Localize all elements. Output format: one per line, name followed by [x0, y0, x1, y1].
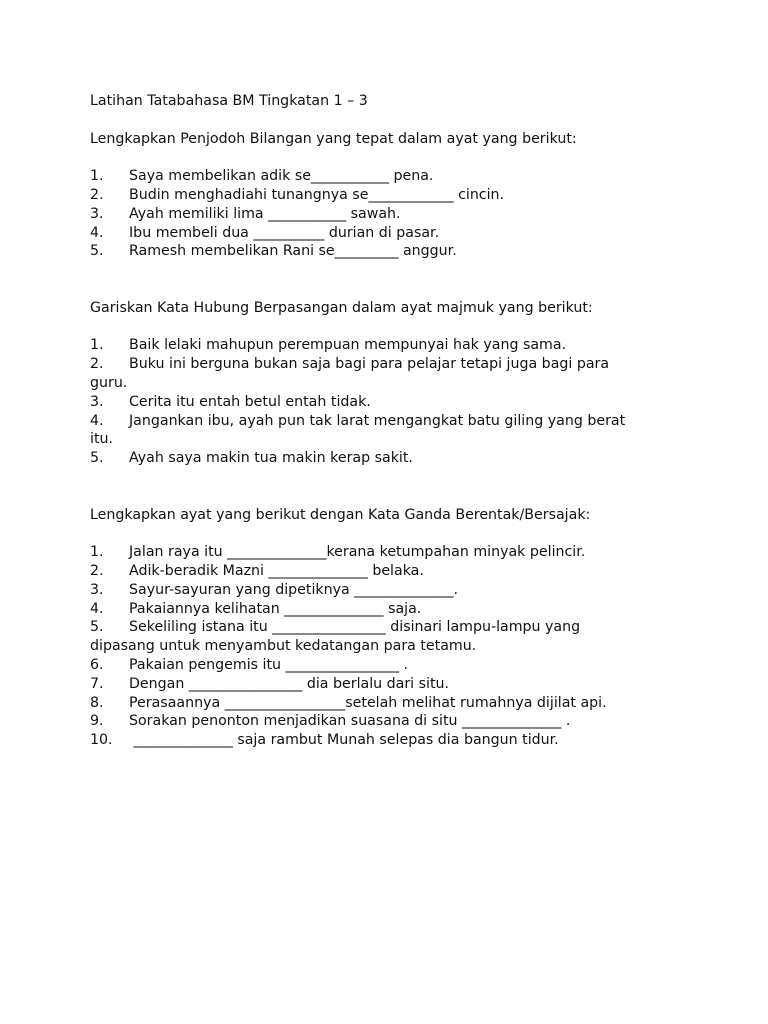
item-text: ______________ saja rambut Munah selepas dia bangun tidur. — [129, 732, 559, 749]
item-text: Sayur-sayuran yang dipetiknya ______________. — [129, 581, 459, 598]
item-number: 2. — [90, 562, 104, 579]
item-text: Ramesh membelikan Rani se_________ anggur. — [129, 243, 457, 260]
list-item — [90, 562, 680, 581]
item-number: 4. — [90, 600, 104, 617]
item-text: Budin menghadiahi tunangnya se____________ cincin. — [129, 186, 505, 203]
list-item — [90, 355, 680, 374]
section1-instruction: Lengkapkan Penjodoh Bilangan yang tepat dalam ayat yang berikut: — [90, 130, 577, 147]
item-text: Cerita itu entah betul entah tidak. — [129, 393, 371, 410]
list-item — [90, 581, 680, 600]
item-number: 2. — [90, 356, 104, 373]
item-number: 5. — [90, 450, 104, 467]
item-number: 7. — [90, 675, 104, 692]
item-text: Ayah saya makin tua makin kerap sakit. — [129, 450, 413, 467]
item-number: 1. — [90, 544, 104, 561]
item-number: 10. — [90, 732, 113, 749]
list-item — [90, 393, 680, 412]
list-item — [90, 167, 680, 186]
item-continuation: dipasang untuk menyambut kedatangan para tetamu. — [90, 638, 477, 655]
item-text: Baik lelaki mahupun perempuan mempunyai hak yang sama. — [129, 337, 567, 354]
item-text: Buku ini berguna bukan saja bagi para pelajar tetapi juga bagi para — [129, 356, 610, 373]
item-text: Ibu membeli dua __________ durian di pasar. — [129, 224, 440, 241]
item-number: 5. — [90, 619, 104, 636]
item-continuation: itu. — [90, 431, 114, 448]
list-item — [90, 449, 680, 468]
item-number: 5. — [90, 243, 104, 260]
item-number: 4. — [90, 412, 104, 429]
item-number: 6. — [90, 656, 104, 673]
list-item — [90, 656, 680, 675]
worksheet — [90, 92, 680, 750]
list-item — [90, 731, 680, 750]
list-item — [90, 712, 680, 731]
list-item — [90, 618, 680, 637]
list-item — [90, 224, 680, 243]
list-item — [90, 600, 680, 619]
worksheet-title: Latihan Tatabahasa BM Tingkatan 1 – 3 — [90, 93, 368, 109]
item-text: Dengan ________________ dia berlalu dari situ. — [129, 675, 450, 692]
list-item — [90, 242, 680, 261]
item-number: 1. — [90, 168, 104, 185]
item-text: Perasaannya _________________setelah melihat rumahnya dijilat api. — [129, 694, 607, 711]
item-number: 3. — [90, 393, 104, 410]
list-item — [90, 412, 680, 431]
item-text: Pakaian pengemis itu ________________ . — [129, 656, 409, 673]
section2-instruction: Gariskan Kata Hubung Berpasangan dalam ayat majmuk yang berikut: — [90, 299, 593, 316]
item-text: Saya membelikan adik se___________ pena. — [129, 168, 434, 185]
list-item — [90, 543, 680, 562]
section1-list — [90, 167, 680, 261]
item-number: 3. — [90, 205, 104, 222]
item-number: 1. — [90, 337, 104, 354]
item-continuation: guru. — [90, 374, 128, 391]
item-text: Adik-beradik Mazni ______________ belaka. — [129, 562, 424, 579]
section3-list — [90, 543, 680, 750]
item-number: 8. — [90, 694, 104, 711]
item-text: Ayah memiliki lima ___________ sawah. — [129, 205, 401, 222]
item-number: 2. — [90, 186, 104, 203]
section3-instruction: Lengkapkan ayat yang berikut dengan Kata Ganda Berentak/Bersajak: — [90, 506, 591, 523]
item-number: 3. — [90, 581, 104, 598]
list-item — [90, 205, 680, 224]
list-item — [90, 694, 680, 713]
list-item — [90, 336, 680, 355]
section2-list — [90, 336, 680, 468]
item-text: Sekeliling istana itu ________________ disinari lampu-lampu yang — [129, 619, 581, 636]
item-text: Jalan raya itu ______________kerana ketumpahan minyak pelincir. — [129, 544, 586, 561]
list-item — [90, 186, 680, 205]
item-number: 9. — [90, 713, 104, 730]
list-item — [90, 675, 680, 694]
item-text: Pakaiannya kelihatan ______________ saja. — [129, 600, 422, 617]
item-text: Jangankan ibu, ayah pun tak larat mengangkat batu giling yang berat — [129, 412, 626, 429]
item-text: Sorakan penonton menjadikan suasana di situ ______________ . — [129, 713, 571, 730]
item-number: 4. — [90, 224, 104, 241]
